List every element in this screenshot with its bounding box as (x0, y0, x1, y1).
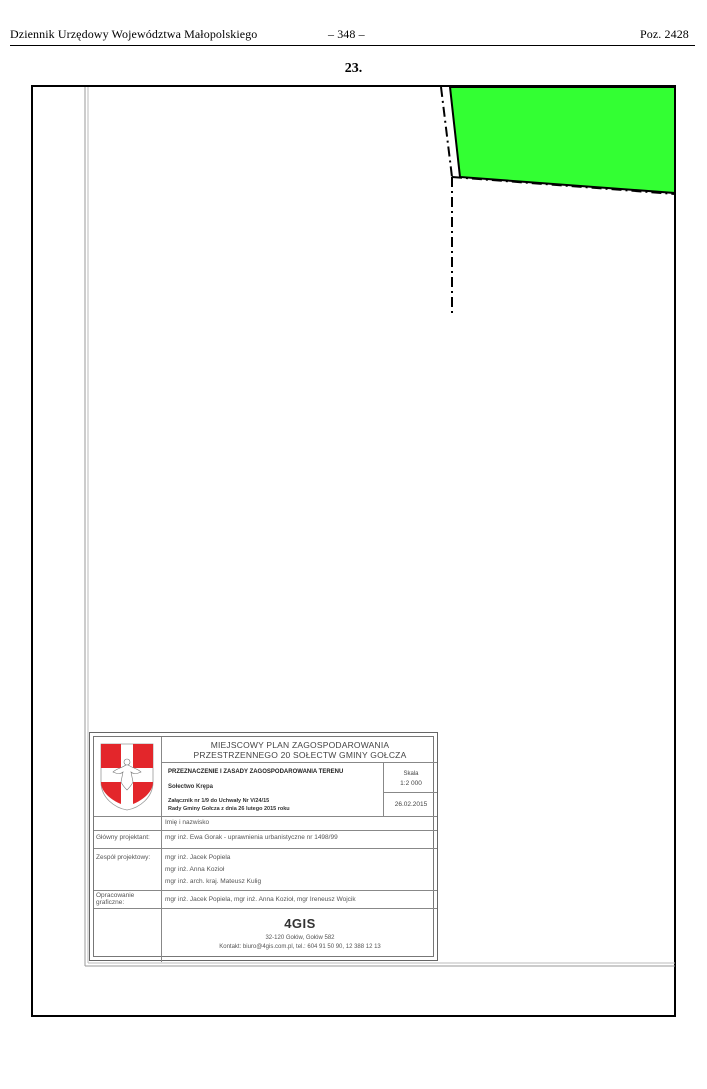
plan-title-line2: PRZESTRZENNEGO 20 SOŁECTW GMINY GOŁCZA (193, 750, 407, 760)
attachment-line2: Rady Gminy Gołcza z dnia 26 lutego 2015 roku (168, 806, 290, 812)
name-header: Imię i nazwisko (165, 819, 210, 826)
coat-of-arms-icon (99, 742, 155, 812)
scale-label: Skala (403, 771, 419, 777)
purpose-text: PRZEZNACZENIE I ZASADY ZAGOSPODAROWANIA TERENU (168, 769, 344, 775)
date-value: 26.02.2015 (394, 801, 428, 808)
journal-title: Dziennik Urzędowy Województwa Małopolskiego (10, 27, 258, 41)
emblem-divider (161, 737, 162, 962)
position-number: Poz. 2428 (640, 27, 689, 41)
scale-divider (383, 762, 384, 816)
graphic-divider (94, 908, 437, 909)
boundary-line-top (441, 87, 452, 177)
map-number: 23. (344, 61, 363, 76)
team-member-2: mgr inż. Anna Kozioł (165, 866, 225, 873)
title-block-inner (93, 736, 434, 957)
designer-divider (94, 848, 437, 849)
team-member-1: mgr inż. Jacek Popiela (165, 854, 231, 861)
attachment-line1: Załącznik nr 1/9 do Uchwały Nr V/24/15 (168, 798, 270, 804)
company-contact: Kontakt: biuro@4gis.com.pl, tel.: 604 91 50 90, 12 388 12 13 (219, 944, 381, 950)
plan-title (164, 740, 436, 760)
team-divider (94, 890, 437, 891)
name-header-divider (94, 830, 437, 831)
green-area (450, 87, 675, 193)
scale-value: 1:2 000 (400, 780, 422, 787)
info-divider (94, 816, 437, 817)
title-divider (161, 762, 437, 763)
role-design-team: Zespół projektowy: (96, 854, 151, 861)
plan-title-line1: MIEJSCOWY PLAN ZAGOSPODAROWANIA (210, 740, 390, 750)
page-number: – 348 – (328, 27, 365, 41)
company-address: 32-120 Gołów, Gołów 582 (265, 935, 335, 941)
settlement-name: Sołectwo Krępa (168, 784, 214, 790)
role-graphics: Opracowanie graficzne: (96, 892, 135, 906)
scale-date-divider (383, 792, 437, 793)
title-block (89, 732, 438, 961)
company-logo: 4GIS (284, 916, 316, 931)
role-chief-designer: Główny projektant: (96, 834, 150, 841)
graphics-authors: mgr inż. Jacek Popiela, mgr inż. Anna Kozioł, mgr Ireneusz Wojcik (165, 896, 356, 903)
team-member-3: mgr inż. arch. kraj. Mateusz Kulig (165, 878, 262, 885)
chief-designer-name: mgr inż. Ewa Gorak - uprawnienia urbanistyczne nr 1498/99 (165, 834, 338, 841)
